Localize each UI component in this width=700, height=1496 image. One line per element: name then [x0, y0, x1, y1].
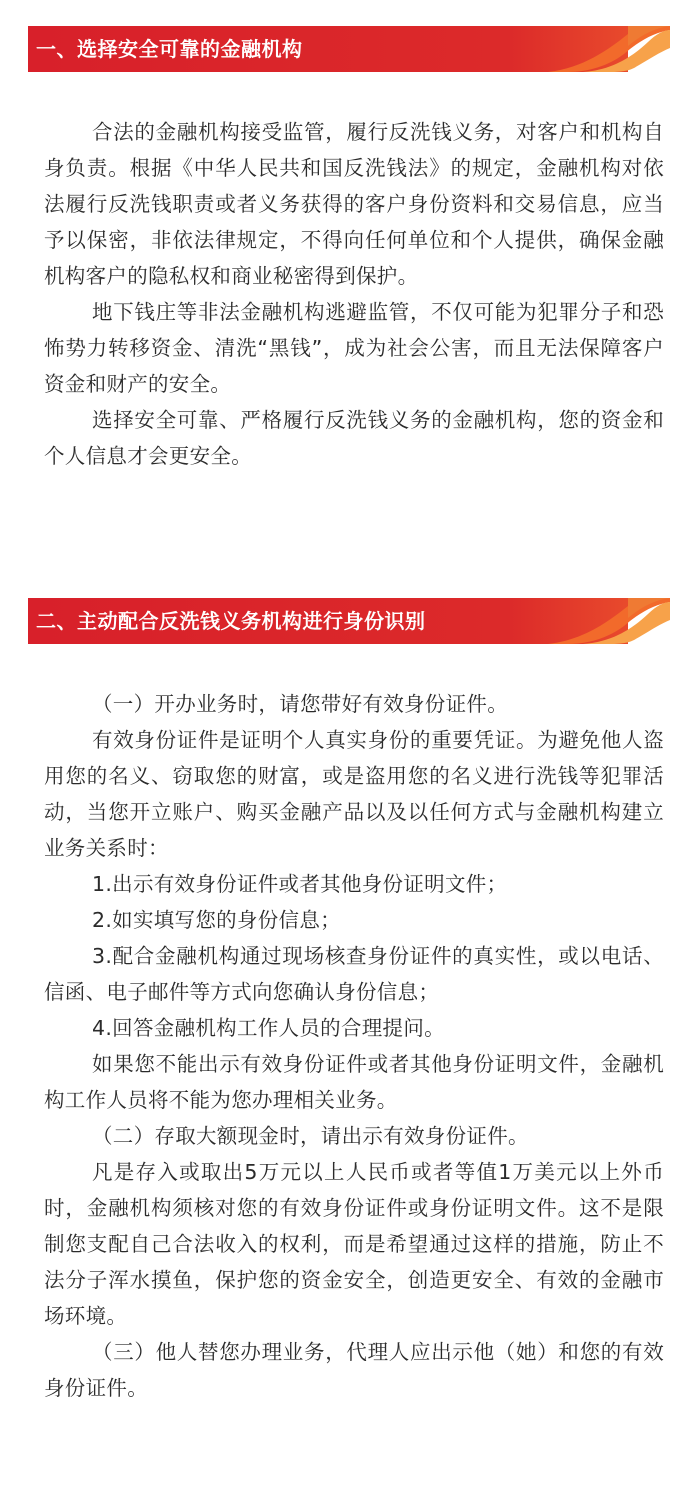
section-2-title: 二、主动配合反洗钱义务机构进行身份识别	[36, 609, 426, 633]
section-1-body	[44, 114, 664, 474]
section-1-title: 一、选择安全可靠的金融机构	[36, 37, 303, 61]
list-item: 3.配合金融机构通过现场核查身份证件的真实性，或以电话、信函、电子邮件等方式向您确认身份信息；	[44, 944, 664, 1004]
paragraph: 合法的金融机构接受监管，履行反洗钱义务，对客户和机构自身负责。根据《中华人民共和国反洗钱法》的规定，金融机构对依法履行反洗钱职责或者义务获得的客户身份资料和交易信息，应当予以保密，非依法律规定，不得向任何单位和个人提供，确保金融机构客户的隐私权和商业秘密得到保护。	[44, 120, 664, 288]
section-2-body	[44, 686, 664, 1406]
section-2-header	[28, 598, 670, 644]
paragraph: 有效身份证件是证明个人真实身份的重要凭证。为避免他人盗用您的名义、窃取您的财富，或是盗用您的名义进行洗钱等犯罪活动，当您开立账户、购买金融产品以及以任何方式与金融机构建立业务关系时：	[44, 728, 664, 860]
section-1-header	[28, 26, 670, 72]
paragraph: 凡是存入或取出5万元以上人民币或者等值1万美元以上外币时，金融机构须核对您的有效身份证件或身份证明文件。这不是限制您支配自己合法收入的权利，而是希望通过这样的措施，防止不法分子浑水摸鱼，保护您的资金安全，创造更安全、有效的金融市场环境。	[44, 1160, 664, 1328]
paragraph: （二）存取大额现金时，请出示有效身份证件。	[92, 1124, 529, 1148]
paragraph: 地下钱庄等非法金融机构逃避监管，不仅可能为犯罪分子和恐怖势力转移资金、清洗“黑钱”，成为社会公害，而且无法保障客户资金和财产的安全。	[44, 300, 664, 396]
paragraph: （一）开办业务时，请您带好有效身份证件。	[92, 692, 508, 716]
list-item: 4.回答金融机构工作人员的合理提问。	[92, 1016, 445, 1040]
paragraph: （三）他人替您办理业务，代理人应出示他（她）和您的有效身份证件。	[44, 1340, 664, 1400]
paragraph: 如果您不能出示有效身份证件或者其他身份证明文件，金融机构工作人员将不能为您办理相关业务。	[44, 1052, 664, 1112]
list-item: 2.如实填写您的身份信息；	[92, 908, 341, 932]
paragraph: 选择安全可靠、严格履行反洗钱义务的金融机构，您的资金和个人信息才会更安全。	[44, 408, 664, 468]
list-item: 1.出示有效身份证件或者其他身份证明文件；	[92, 872, 508, 896]
